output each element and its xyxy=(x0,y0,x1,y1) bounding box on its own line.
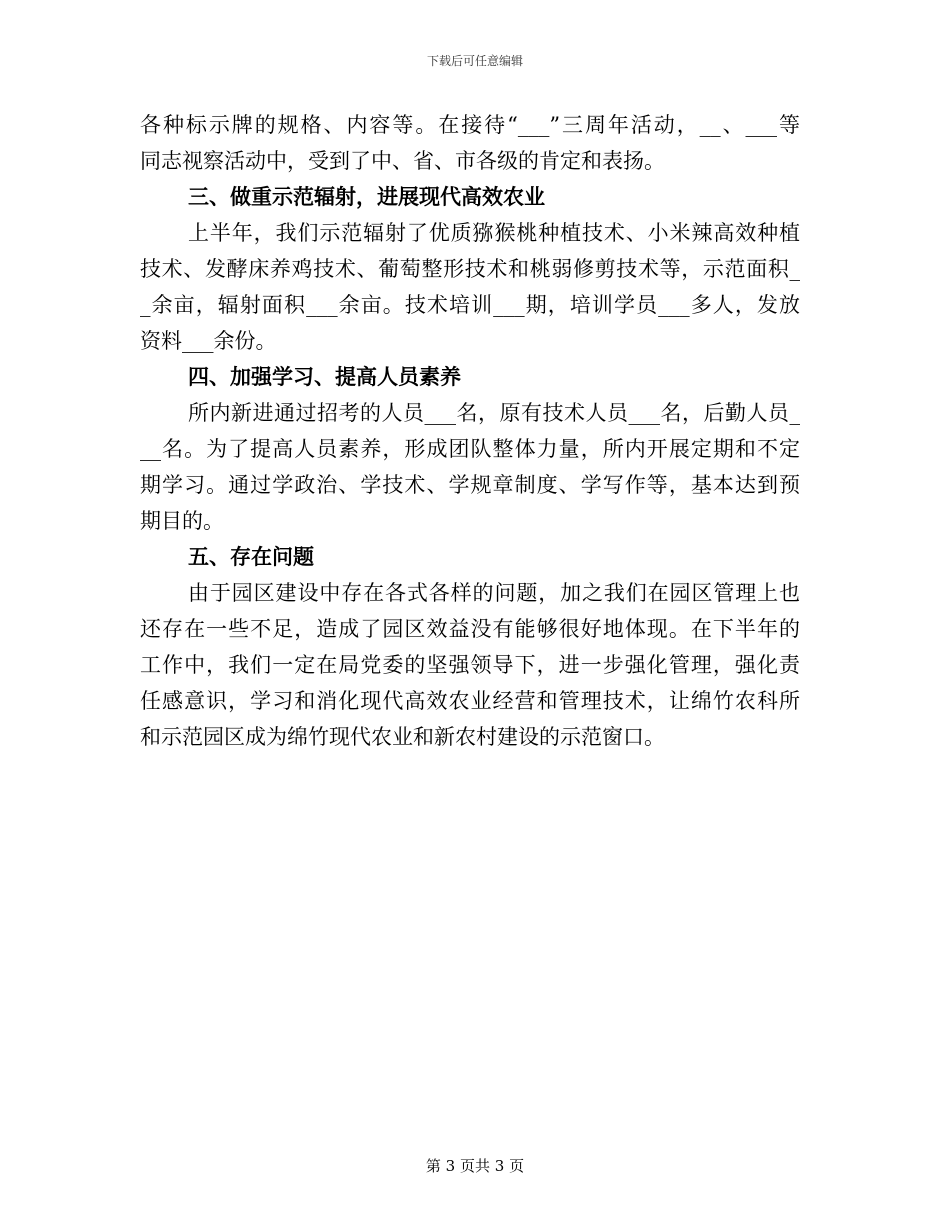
text-line: 所内新进通过招考的人员___名，原有技术人员___名，后勤人员_ xyxy=(188,401,800,425)
text-line: 期学习。通过学政治、学技术、学规章制度、学写作等，基本达到预 xyxy=(140,473,800,497)
text-line: 期目的。 xyxy=(140,509,224,533)
paragraph-signage xyxy=(140,107,800,179)
section-heading-5: 五、存在问题 xyxy=(188,544,314,569)
text-line: 还存在一些不足，造成了园区效益没有能够很好地体现。在下半年的 xyxy=(140,617,800,641)
section-heading-4: 四、加强学习、提高人员素养 xyxy=(188,364,461,389)
text-line: 任感意识，学习和消化现代高效农业经营和管理技术，让绵竹农科所 xyxy=(140,689,800,713)
page-footer: 第 3 页共 3 页 xyxy=(425,1157,525,1175)
paragraph-staff-training xyxy=(140,395,800,539)
text-line: 同志视察活动中，受到了中、省、市各级的肯定和表扬。 xyxy=(140,149,665,173)
text-line: 上半年，我们示范辐射了优质猕猴桃种植技术、小米辣高效种植 xyxy=(188,221,800,245)
section-heading-3: 三、做重示范辐射，进展现代高效农业 xyxy=(188,184,545,209)
text-line: 资料___余份。 xyxy=(140,329,277,353)
text-line: 和示范园区成为绵竹现代农业和新农村建设的示范窗口。 xyxy=(140,725,665,749)
paragraph-demonstration xyxy=(140,215,800,359)
text-line: 由于园区建设中存在各式各样的问题，加之我们在园区管理上也 xyxy=(188,581,800,605)
paragraph-problems xyxy=(140,575,800,755)
document-body xyxy=(140,107,800,755)
text-line: 工作中，我们一定在局党委的坚强领导下，进一步强化管理，强化责 xyxy=(140,653,800,677)
text-line: 技术、发酵床养鸡技术、葡萄整形技术和桃弱修剪技术等，示范面积_ xyxy=(140,257,800,281)
text-line: __名。为了提高人员素养，形成团队整体力量，所内开展定期和不定 xyxy=(140,437,800,461)
page-header: 下载后可任意编辑 xyxy=(426,54,523,68)
text-line: _余亩，辐射面积___余亩。技术培训___期，培训学员___多人，发放 xyxy=(140,293,800,317)
text-line: 各种标示牌的规格、内容等。在接待“___”三周年活动，__、___等 xyxy=(140,113,800,137)
